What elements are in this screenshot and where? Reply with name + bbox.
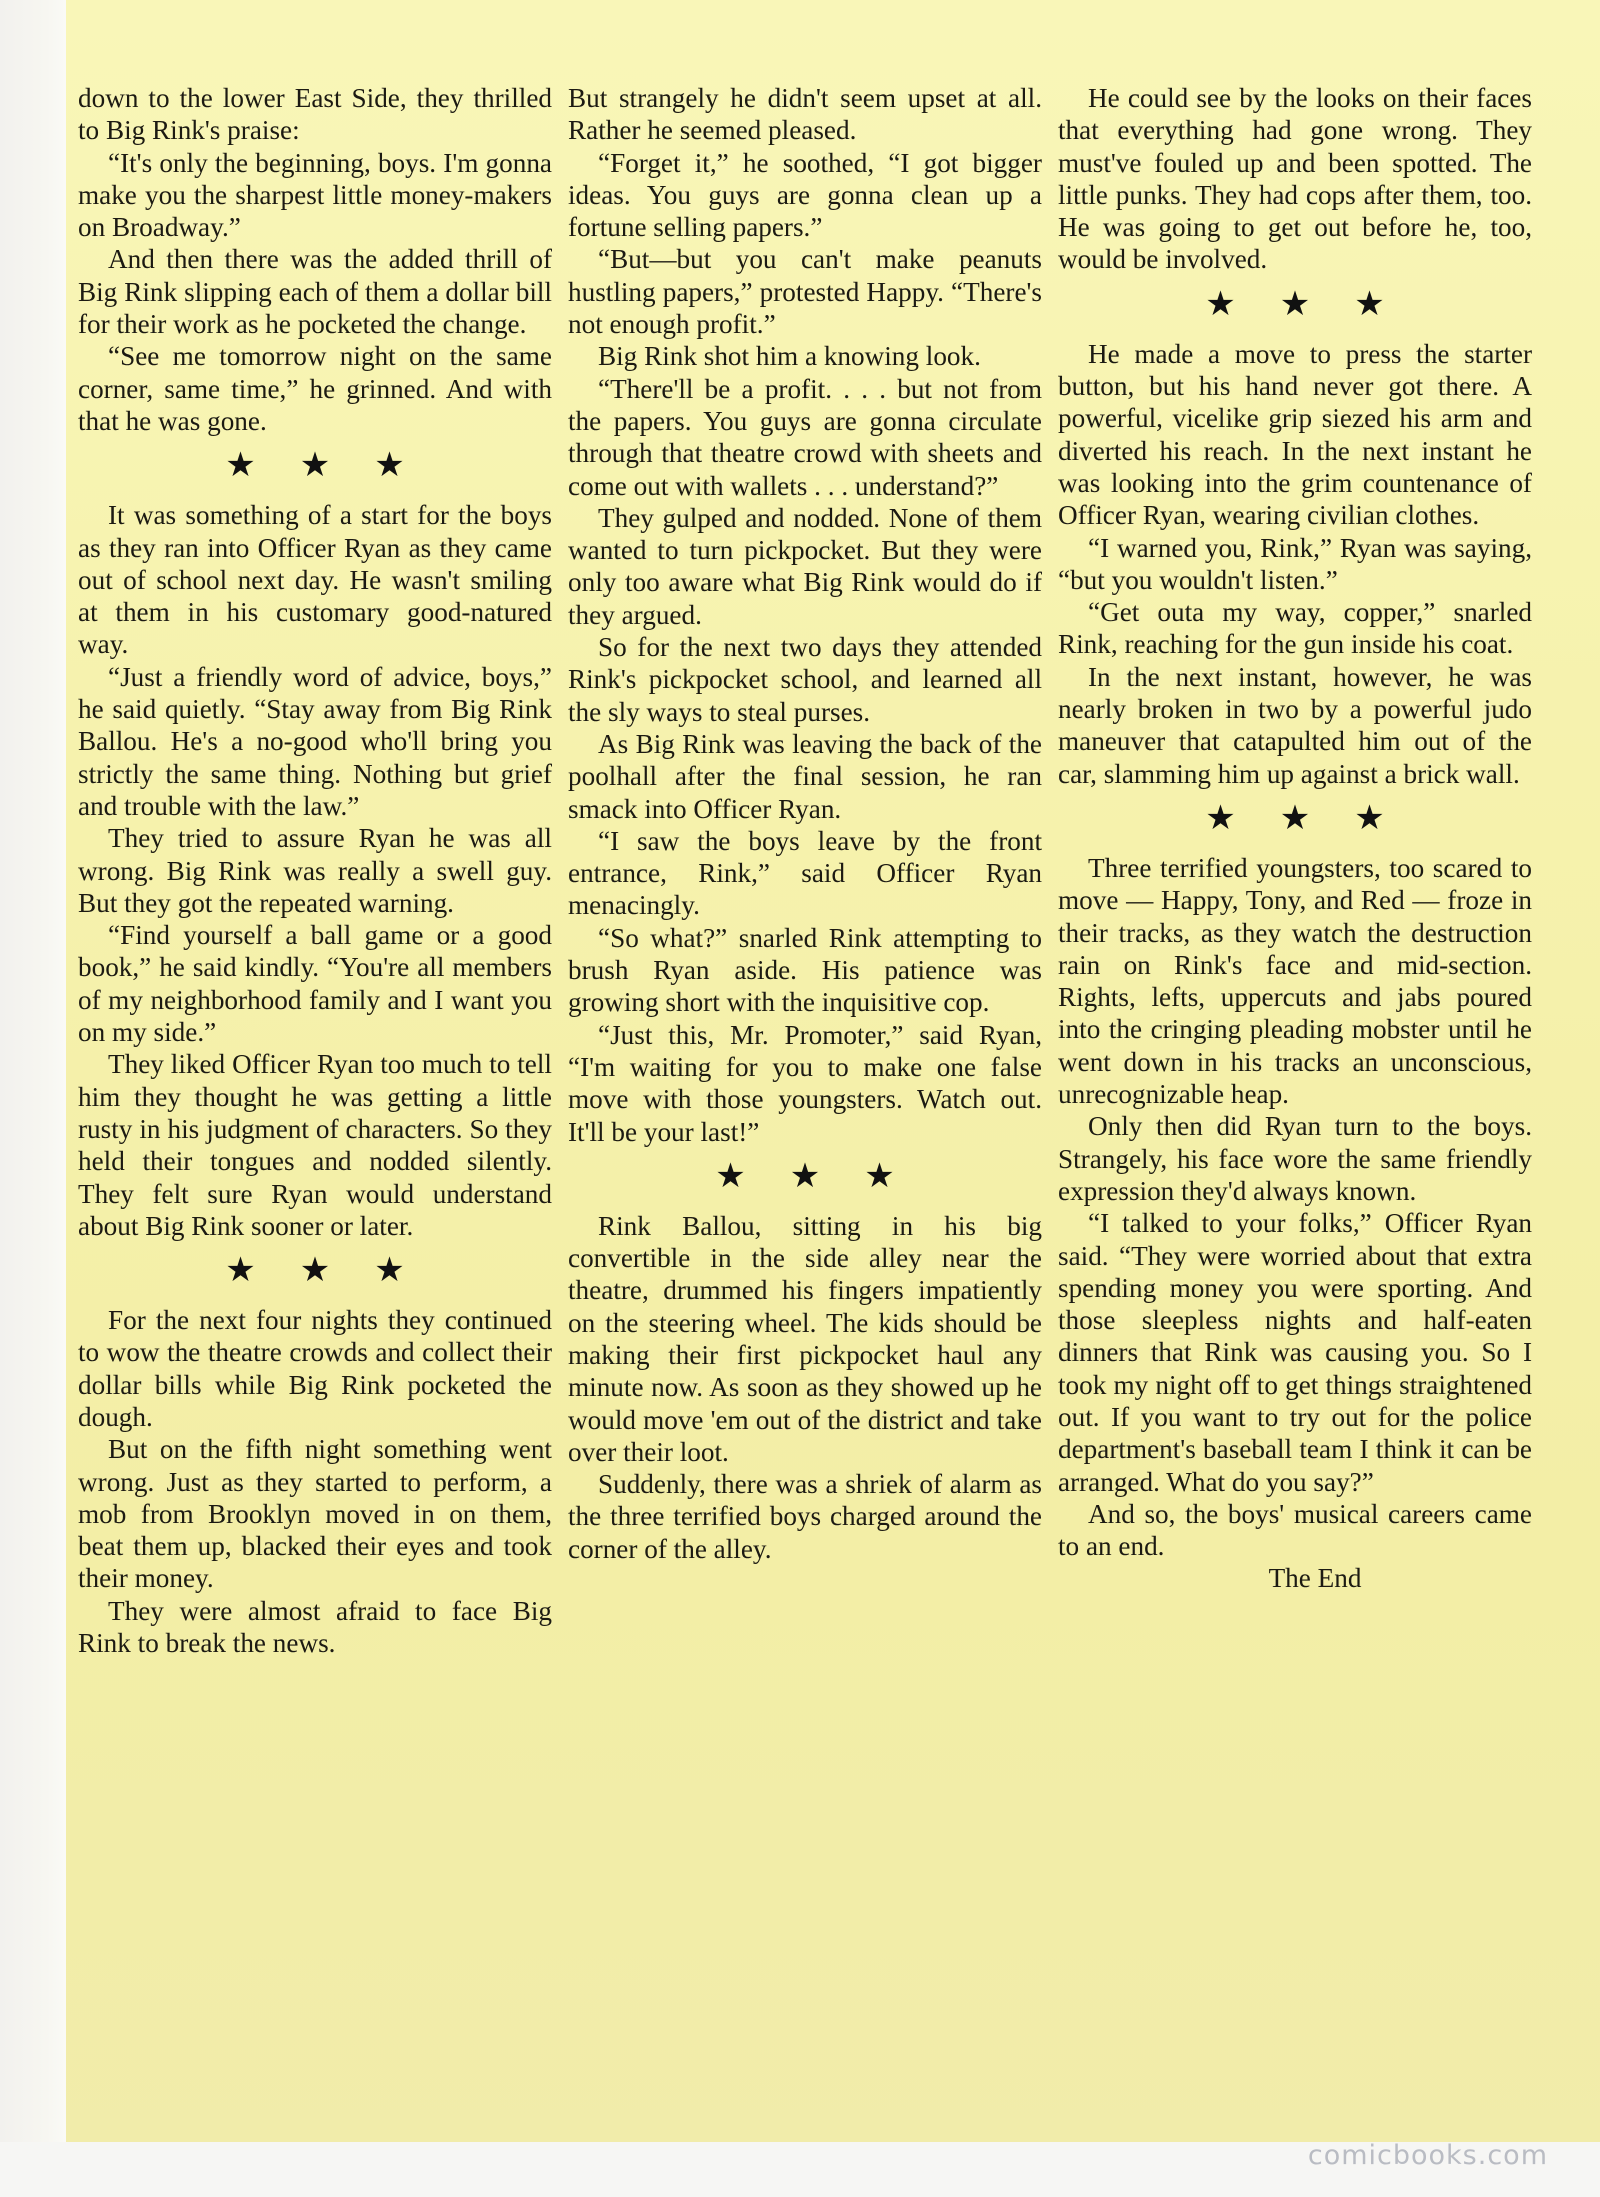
story-paragraph: “I saw the boys leave by the front entrance, Rink,” said Officer Ryan menacingly. (568, 825, 1042, 921)
story-paragraph: “I talked to your folks,” Officer Ryan said. “They were worried about that extra spending money you were sporting. And those sleepless nights and half-eaten dinners that Rink was causing you. So I took my night off to get things straightened out. If you want to try out for the police department's baseball team I think it can be arranged. What do you say?” (1058, 1208, 1532, 1497)
text-column-3 (1058, 82, 1532, 2122)
star-icon: ★ (1205, 283, 1236, 324)
story-paragraph: In the next instant, however, he was nearly broken in two by a powerful judo maneuver that catapulted him out of the car, slamming him up against a brick wall. (1058, 661, 1532, 789)
story-paragraph: He made a move to press the starter button, but his hand never got there. A powerful, vicelike grip siezed his arm and diverted his reach. In the next instant he was looking into the grim countenance of Officer Ryan, wearing civilian clothes. (1058, 338, 1532, 531)
page-left-margin (0, 0, 66, 2197)
story-paragraph: But on the fifth night something went wrong. Just as they started to perform, a mob from Brooklyn moved in on them, beat them up, blacked their eyes and took their money. (78, 1434, 552, 1594)
story-paragraph: “See me tomorrow night on the same corner, same time,” he grinned. And with that he was gone. (78, 341, 552, 436)
story-paragraph: “Just a friendly word of advice, boys,” he said quietly. “Stay away from Big Rink Ballou. He's a no-good who'll bring you strictly the same thing. Nothing but grief and trouble with the law.” (78, 661, 552, 821)
story-paragraph: They liked Officer Ryan too much to tell him they thought he was getting a little rusty in his judgment of characters. So they held their tongues and nodded silently. They felt sure Ryan would understand about Big Rink sooner or later. (78, 1049, 552, 1241)
story-paragraph: For the next four nights they continued to wow the theatre crowds and collect their dollar bills while Big Rink pocketed the dough. (78, 1305, 552, 1432)
star-icon: ★ (1279, 283, 1311, 324)
story-paragraph: Rink Ballou, sitting in his big convertible in the side alley near the theatre, drummed his fingers impatiently on the steering wheel. The kids should be making their first pickpocket haul any minute now. As soon as they showed up he would move 'em out of the district and take over their loot. (568, 1210, 1042, 1467)
story-paragraph: “There'll be a profit. . . . but not from the papers. You guys are gonna circulate through that theatre crowd with sheets and come out with wallets . . . understand?” (568, 373, 1042, 501)
star-icon: ★ (864, 1155, 895, 1196)
story-paragraph: But strangely he didn't seem upset at all. Rather he seemed pleased. (568, 83, 1042, 146)
story-paragraph: They tried to assure Ryan he was all wrong. Big Rink was really a swell guy. But they got the repeated warning. (78, 823, 552, 918)
section-break-stars (78, 445, 552, 485)
star-icon: ★ (1354, 797, 1385, 838)
story-paragraph: Big Rink shot him a knowing look. (598, 341, 981, 372)
story-paragraph: “So what?” snarled Rink attempting to brush Ryan aside. His patience was growing short with the inquisitive cop. (568, 922, 1042, 1018)
star-icon: ★ (299, 445, 331, 486)
story-paragraph: It was something of a start for the boys as they ran into Officer Ryan as they came out of school next day. He wasn't smiling at them in his customary good-natured way. (78, 500, 552, 660)
site-watermark: comicbooks.com (1307, 2140, 1548, 2171)
star-icon: ★ (789, 1155, 821, 1196)
star-icon: ★ (1205, 797, 1236, 838)
star-icon: ★ (715, 1155, 746, 1196)
section-break-stars (1058, 284, 1532, 324)
section-break-stars (1058, 798, 1532, 838)
section-break-stars (568, 1156, 1042, 1196)
star-icon: ★ (374, 1250, 405, 1291)
section-break-stars (78, 1250, 552, 1290)
story-paragraph: “Get outa my way, copper,” snarled Rink, reaching for the gun inside his coat. (1058, 597, 1532, 660)
story-paragraph: “But—but you can't make peanuts hustling papers,” protested Happy. “There's not enough profit.” (568, 244, 1042, 340)
story-paragraph: “It's only the beginning, boys. I'm gonna make you the sharpest little money-makers on Broadway.” (78, 147, 552, 243)
text-column-2 (568, 82, 1042, 2122)
story-paragraph: Only then did Ryan turn to the boys. Strangely, his face wore the same friendly expression they'd always known. (1058, 1111, 1532, 1206)
story-paragraph: And so, the boys' musical careers came to an end. (1058, 1498, 1532, 1562)
story-paragraph: As Big Rink was leaving the back of the poolhall after the final session, he ran smack into Officer Ryan. (568, 728, 1042, 824)
story-paragraph: And then there was the added thrill of Big Rink slipping each of them a dollar bill for their work as he pocketed the change. (78, 244, 552, 340)
story-paragraph: “Find yourself a ball game or a good book,” he said kindly. “You're all members of my neighborhood family and I want you on my side.” (78, 920, 552, 1048)
story-paragraph: They gulped and nodded. None of them wanted to turn pickpocket. But they were only too aware what Big Rink would do if they argued. (568, 502, 1042, 630)
star-icon: ★ (1279, 797, 1311, 838)
star-icon: ★ (225, 1250, 256, 1291)
story-paragraph: They were almost afraid to face Big Rink to break the news. (78, 1595, 552, 1659)
story-paragraph: Three terrified youngsters, too scared to move — Happy, Tony, and Red — froze in their tracks, as they watch the destruction rain on Rink's face and mid-section. Rights, lefts, uppercuts and jabs poured into the cringing pleading mobster until he went down in his tracks an unconscious, unrecognizable heap. (1058, 852, 1532, 1110)
star-icon: ★ (374, 445, 405, 486)
story-paragraph: Suddenly, there was a shriek of alarm as the three terrified boys charged around the corner of the alley. (568, 1469, 1042, 1564)
story-paragraph: He could see by the looks on their faces that everything had gone wrong. They must've fouled up and been spotted. The little punks. They had cops after them, too. He was going to get out before he, too, would be involved. (1058, 83, 1532, 275)
star-icon: ★ (299, 1250, 331, 1291)
star-icon: ★ (225, 445, 256, 486)
story-paragraph: So for the next two days they attended Rink's pickpocket school, and learned all the sly ways to steal purses. (568, 632, 1042, 727)
story-paragraph: “Just this, Mr. Promoter,” said Ryan, “I'm waiting for you to make one false move with those youngsters. Watch out. It'll be your last!” (568, 1019, 1042, 1147)
story-paragraph: “I warned you, Rink,” Ryan was saying, “but you wouldn't listen.” (1058, 532, 1532, 595)
the-end-label: The End (1268, 1563, 1362, 1594)
story-paragraph: down to the lower East Side, they thrilled to Big Rink's praise: (78, 83, 552, 146)
star-icon: ★ (1354, 283, 1385, 324)
text-column-1 (78, 82, 552, 2122)
story-paragraph: “Forget it,” he soothed, “I got bigger ideas. You guys are gonna clean up a fortune selling papers.” (568, 147, 1042, 243)
